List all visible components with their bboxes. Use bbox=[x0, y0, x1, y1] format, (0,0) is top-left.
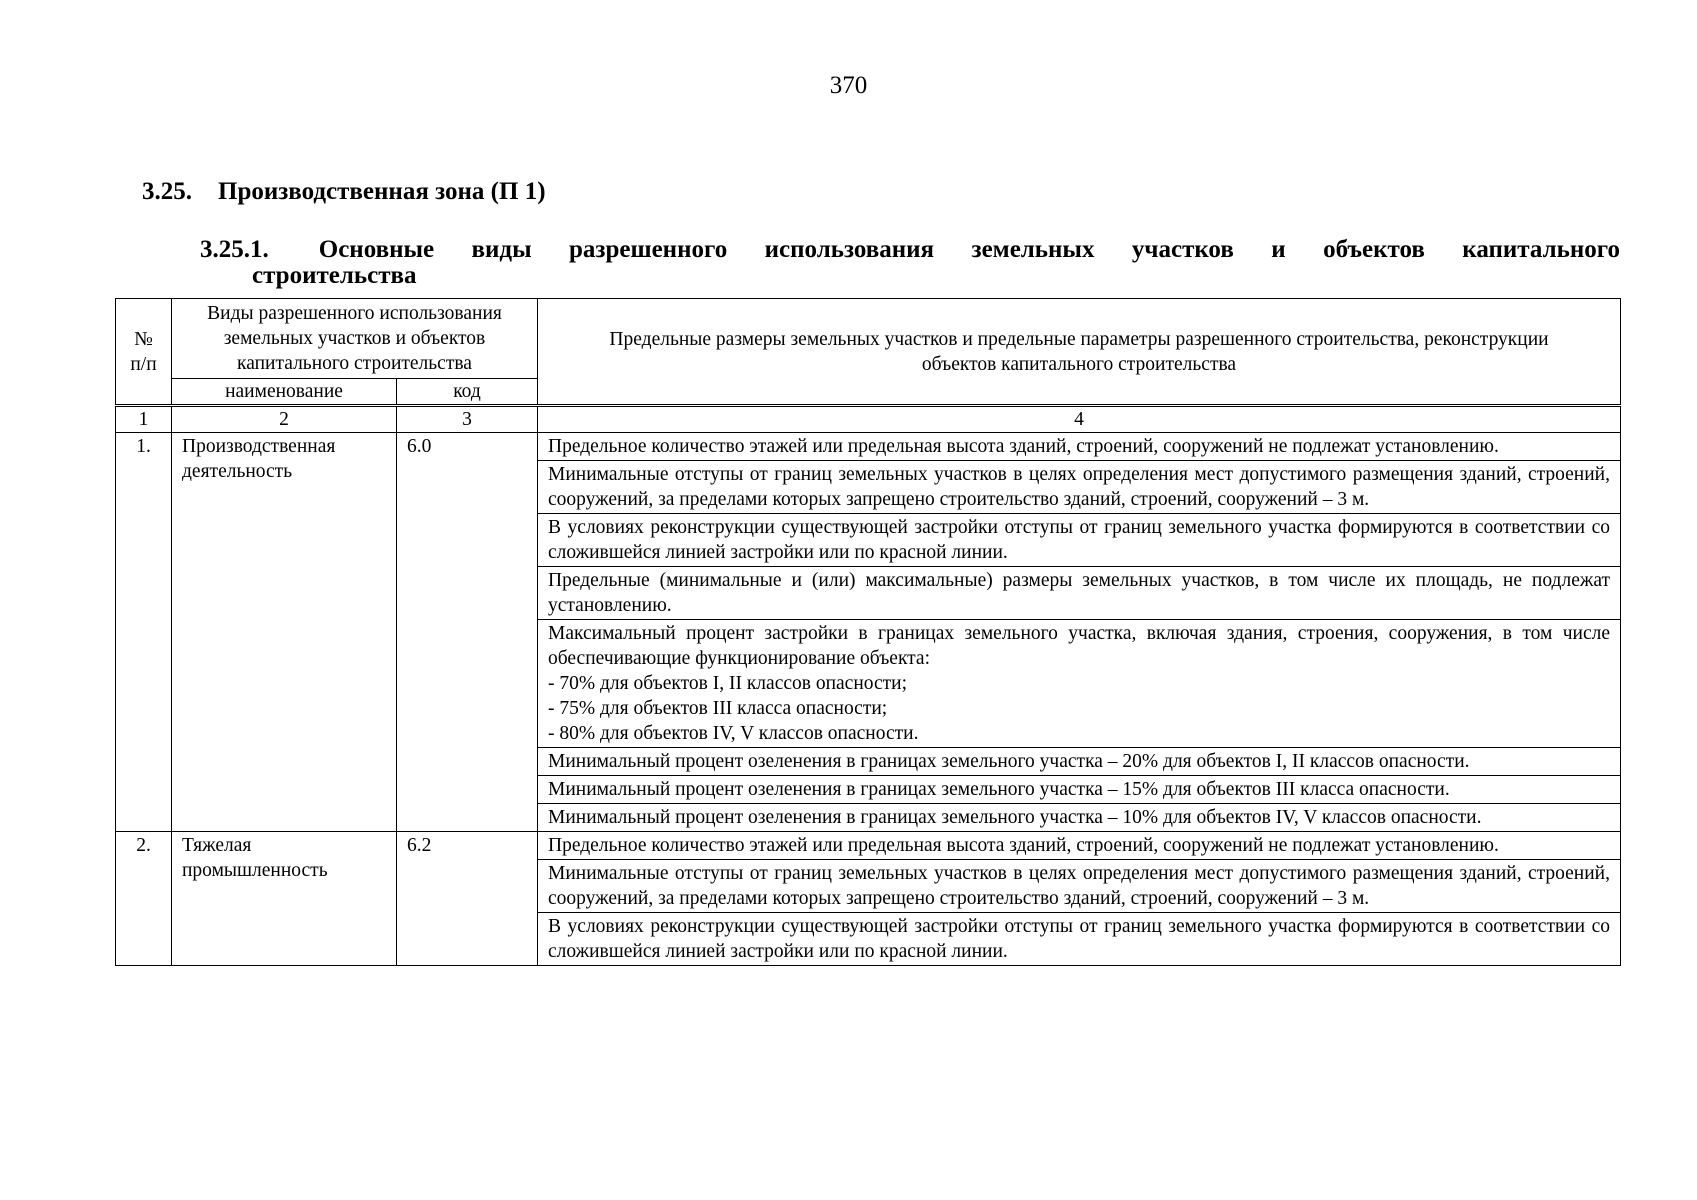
use-name: Производственная деятельность bbox=[172, 433, 397, 832]
table-row bbox=[116, 433, 1621, 461]
subsection-title-line2: строительства bbox=[252, 262, 417, 289]
header-name: наименование bbox=[172, 379, 397, 405]
parameter-text: В условиях реконструкции существующей застройки отступы от границ земельного участка формируются в соответствии со сложившейся линией застройки или по красной линии. bbox=[538, 913, 1621, 966]
use-name: Тяжелая промышленность bbox=[172, 832, 397, 966]
table-row bbox=[116, 832, 1621, 860]
parameter-text: Предельные (минимальные и (или) максимальные) размеры земельных участков, в том числе их площадь, не подлежат установлению. bbox=[538, 567, 1621, 620]
section-number: 3.25. bbox=[142, 178, 192, 205]
table-header bbox=[115, 298, 1621, 405]
subsection-title-line1: Основные виды разрешенного использования земельных участков и объектов капитального bbox=[318, 236, 1620, 263]
parameter-text: Минимальные отступы от границ земельных участков в целях определения мест допустимого размещения зданий, строений, сооружений, за пределами которых запрещено строительство зданий, строений, сооружений – 3 м. bbox=[538, 461, 1621, 514]
parameter-text: В условиях реконструкции существующей застройки отступы от границ земельного участка формируются в соответствии со сложившейся линией застройки или по красной линии. bbox=[538, 514, 1621, 567]
parameter-text: Предельное количество этажей или предельная высота зданий, строений, сооружений не подлежат установлению. bbox=[538, 433, 1621, 461]
parameter-text: Минимальный процент озеленения в границах земельного участка – 20% для объектов I, II классов опасности. bbox=[538, 748, 1621, 776]
parameter-text: Минимальный процент озеленения в границах земельного участка – 10% для объектов IV, V классов опасности. bbox=[538, 804, 1621, 832]
parameter-text: Предельное количество этажей или предельная высота зданий, строений, сооружений не подлежат установлению. bbox=[538, 832, 1621, 860]
zoning-table bbox=[115, 406, 1621, 966]
header-number: № п/п bbox=[116, 299, 172, 405]
subsection-heading bbox=[200, 236, 1620, 290]
parameter-text: Минимальные отступы от границ земельных участков в целях определения мест допустимого размещения зданий, строений, сооружений, за пределами которых запрещено строительство зданий, строений, сооружений – 3 м. bbox=[538, 860, 1621, 913]
index-cell: 3 bbox=[397, 407, 538, 433]
section-title: Производственная зона (П 1) bbox=[218, 178, 546, 205]
index-cell: 4 bbox=[538, 407, 1621, 433]
header-kinds: Виды разрешенного использования земельных участков и объектов капитального строительства bbox=[172, 299, 538, 379]
index-cell: 1 bbox=[116, 407, 172, 433]
row-number: 2. bbox=[116, 832, 172, 966]
index-cell: 2 bbox=[172, 407, 397, 433]
use-code: 6.2 bbox=[397, 832, 538, 966]
page-number: 370 bbox=[829, 72, 868, 99]
parameter-text: Минимальный процент озеленения в границах земельного участка – 15% для объектов III класса опасности. bbox=[538, 776, 1621, 804]
index-row bbox=[116, 407, 1621, 433]
use-code: 6.0 bbox=[397, 433, 538, 832]
section-heading bbox=[142, 178, 546, 206]
row-number: 1. bbox=[116, 433, 172, 832]
header-limits: Предельные размеры земельных участков и предельные параметры разрешенного строительства, реконструкции объектов капитального строительства bbox=[538, 299, 1621, 405]
subsection-number: 3.25.1. bbox=[200, 236, 269, 263]
parameter-text: Максимальный процент застройки в границах земельного участка, включая здания, строения, сооружения, в том числе обеспечивающие функционирование объекта: - 70% для объектов I, II классов опасности; - 75% для объектов III класса опасности; - 80% для объектов IV, V классов опасности. bbox=[538, 620, 1621, 748]
header-code: код bbox=[397, 379, 538, 405]
